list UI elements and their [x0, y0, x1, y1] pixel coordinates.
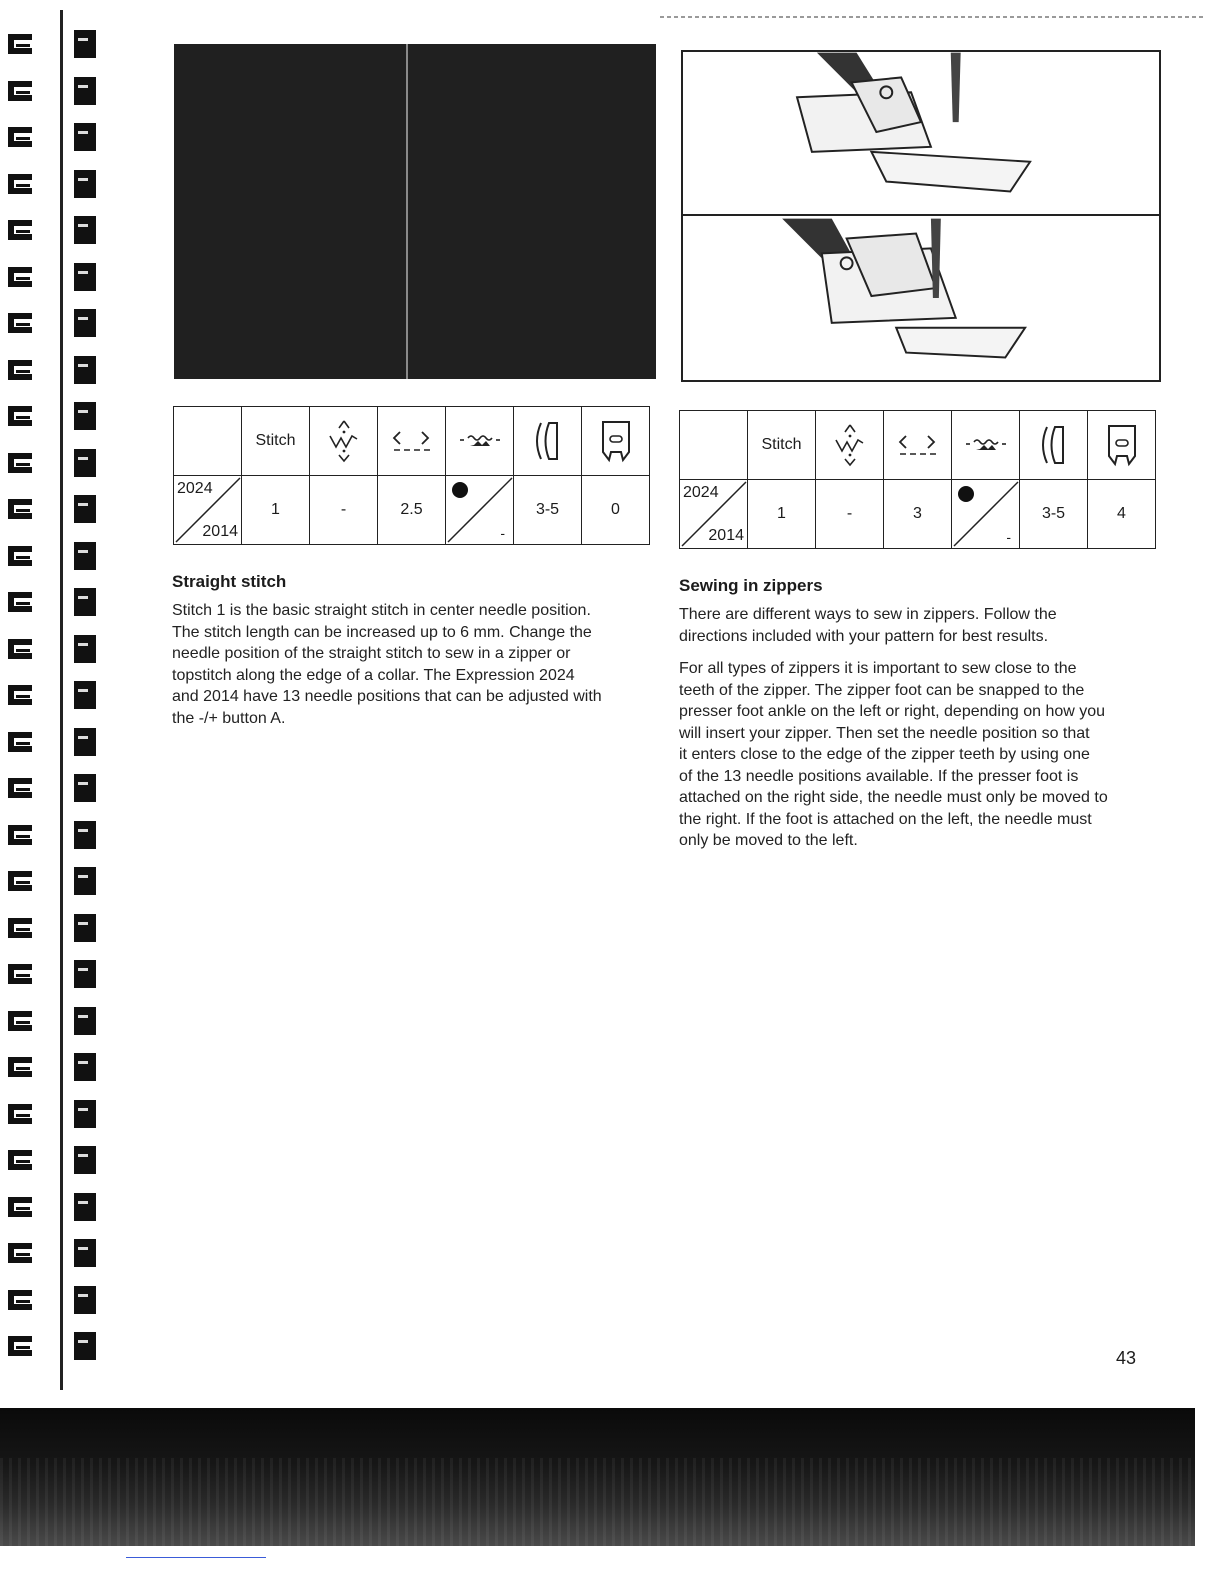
text-line: and 2014 have 13 needle positions that can be adjusted with [172, 688, 602, 705]
spiral-ring [8, 75, 98, 109]
ring-right-tab [74, 1007, 96, 1035]
zippers-intro [679, 604, 1169, 647]
pressure-icon [514, 407, 582, 476]
ring-left-tab [8, 778, 32, 798]
ring-right-tab [74, 960, 96, 988]
ring-left-tab [8, 871, 32, 891]
ring-left-tab [8, 1057, 32, 1077]
spiral-ring [8, 540, 98, 574]
value-width: - [816, 480, 884, 549]
spiral-ring [8, 1005, 98, 1039]
spiral-ring [8, 1284, 98, 1318]
text-line: the -/+ button A. [172, 709, 286, 727]
zipper-foot-illustration [681, 50, 1161, 382]
ring-right-tab [74, 170, 96, 198]
table-header-stitch: Stitch [748, 411, 816, 480]
text-line: will insert your zipper. Then set the needle position so that [679, 724, 1090, 742]
spiral-ring [8, 28, 98, 62]
stitch-width-icon [816, 411, 884, 480]
spiral-ring [8, 1237, 98, 1271]
ring-left-tab [8, 1243, 32, 1263]
section-title-straight-stitch: Straight stitch [172, 572, 287, 591]
spiral-ring [8, 1051, 98, 1085]
model-2014: 2014 [202, 523, 238, 540]
spiral-ring [8, 121, 98, 155]
ring-right-tab [74, 495, 96, 523]
ring-left-tab [8, 174, 32, 194]
ring-left-tab [8, 34, 32, 54]
needle-position-dash: - [500, 525, 505, 541]
ring-right-tab [74, 263, 96, 291]
zippers-body [679, 658, 1169, 852]
stitch-settings-table-2 [679, 410, 1156, 549]
spiral-ring [8, 1330, 98, 1364]
ring-right-tab [74, 123, 96, 151]
presser-foot-icon [1088, 411, 1156, 480]
ring-right-tab [74, 681, 96, 709]
value-tension: 3-5 [1020, 480, 1088, 549]
ring-right-tab [74, 542, 96, 570]
table-header-empty [680, 411, 748, 480]
ring-left-tab [8, 406, 32, 426]
ring-right-tab [74, 635, 96, 663]
model-cell [174, 476, 242, 545]
text-line: topstitch along the edge of a collar. The Expression 2024 [172, 666, 575, 684]
spiral-ring [8, 400, 98, 434]
text-line: Stitch 1 is the basic straight stitch in center needle position. [172, 602, 591, 619]
ring-left-tab [8, 825, 32, 845]
value-needle-position [446, 476, 514, 545]
ring-right-tab [74, 1053, 96, 1081]
value-stitch: 1 [748, 480, 816, 549]
ring-left-tab [8, 360, 32, 380]
tension-icon [446, 407, 514, 476]
text-line: attached on the right side, the needle must only be moved to [679, 789, 1108, 806]
ring-right-tab [74, 728, 96, 756]
ring-right-tab [74, 216, 96, 244]
ring-left-tab [8, 220, 32, 240]
spiral-ring [8, 447, 98, 481]
spiral-ring [8, 633, 98, 667]
ring-right-tab [74, 402, 96, 430]
value-width: - [310, 476, 378, 545]
ring-right-tab [74, 1286, 96, 1314]
spiral-ring [8, 307, 98, 341]
stitch-width-icon [310, 407, 378, 476]
ring-right-tab [74, 356, 96, 384]
photo-seam-line [406, 44, 408, 379]
value-length: 2.5 [378, 476, 446, 545]
ring-left-tab [8, 918, 32, 938]
spiral-ring [8, 1098, 98, 1132]
ring-left-tab [8, 1150, 32, 1170]
ring-right-tab [74, 774, 96, 802]
page-number: 43 [1116, 1348, 1137, 1368]
ring-left-tab [8, 1011, 32, 1031]
spiral-ring [8, 865, 98, 899]
spiral-ring [8, 958, 98, 992]
model-2024: 2024 [177, 480, 213, 497]
table-header-stitch: Stitch [242, 407, 310, 476]
pressure-icon [1020, 411, 1088, 480]
ring-right-tab [74, 821, 96, 849]
spiral-binding [0, 0, 110, 1410]
model-2024: 2024 [683, 484, 719, 501]
model-2014: 2014 [708, 527, 744, 544]
ring-right-tab [74, 1239, 96, 1267]
ring-left-tab [8, 127, 32, 147]
value-tension: 3-5 [514, 476, 582, 545]
ring-right-tab [74, 914, 96, 942]
spiral-ring [8, 912, 98, 946]
ring-right-tab [74, 30, 96, 58]
needle-position-dash: - [1006, 529, 1011, 545]
ring-left-tab [8, 499, 32, 519]
spiral-ring [8, 772, 98, 806]
ring-left-tab [8, 732, 32, 752]
ring-right-tab [74, 449, 96, 477]
stitch-length-icon [884, 411, 952, 480]
text-line: teeth of the zipper. The zipper foot can be snapped to the [679, 681, 1085, 699]
ring-right-tab [74, 77, 96, 105]
ring-left-tab [8, 592, 32, 612]
ring-left-tab [8, 685, 32, 705]
tension-icon [952, 411, 1020, 480]
ring-left-tab [8, 546, 32, 566]
stitch-length-icon [378, 407, 446, 476]
spiral-ring [8, 679, 98, 713]
illustration-divider [683, 214, 1159, 216]
value-needle-position [952, 480, 1020, 549]
spiral-ring [8, 354, 98, 388]
zipper-foot-left-icon [683, 52, 1159, 212]
spiral-ring [8, 1144, 98, 1178]
presser-foot-icon [582, 407, 650, 476]
spiral-ring [8, 1191, 98, 1225]
spiral-ring [8, 261, 98, 295]
ring-left-tab [8, 1197, 32, 1217]
spiral-ring [8, 726, 98, 760]
stitch-settings-table-1 [173, 406, 650, 545]
table-header-empty [174, 407, 242, 476]
scan-texture [0, 1458, 1195, 1546]
spiral-ring [8, 586, 98, 620]
stitch-photo [174, 44, 656, 379]
ring-left-tab [8, 81, 32, 101]
ring-right-tab [74, 1193, 96, 1221]
spiral-ring [8, 214, 98, 248]
text-line: presser foot ankle on the left or right, depending on how you [679, 703, 1106, 720]
text-line: of the 13 needle positions available. If the presser foot is [679, 767, 1079, 785]
ring-left-tab [8, 639, 32, 659]
ring-right-tab [74, 309, 96, 337]
spiral-ring [8, 493, 98, 527]
bottom-underline [126, 1557, 266, 1558]
spiral-ring [8, 819, 98, 853]
ring-right-tab [74, 1146, 96, 1174]
ring-right-tab [74, 1100, 96, 1128]
value-length: 3 [884, 480, 952, 549]
ring-left-tab [8, 1336, 32, 1356]
value-foot: 0 [582, 476, 650, 545]
text-line: For all types of zippers it is important to sew close to the [679, 660, 1077, 677]
text-line: needle position of the straight stitch to sew in a zipper or [172, 645, 571, 662]
ring-left-tab [8, 267, 32, 287]
text-line: directions included with your pattern for best results. [679, 627, 1049, 645]
spiral-ring [8, 168, 98, 202]
ring-right-tab [74, 867, 96, 895]
ring-left-tab [8, 1290, 32, 1310]
ring-left-tab [8, 453, 32, 473]
ring-right-tab [74, 1332, 96, 1360]
section-title-zippers: Sewing in zippers [679, 576, 823, 595]
model-cell [680, 480, 748, 549]
ring-left-tab [8, 1104, 32, 1124]
top-edge-line [660, 16, 1205, 18]
zipper-foot-right-icon [683, 218, 1159, 382]
value-foot: 4 [1088, 480, 1156, 549]
value-stitch: 1 [242, 476, 310, 545]
bottom-scan-band [0, 1408, 1195, 1546]
text-line: The stitch length can be increased up to 6 mm. Change the [172, 623, 592, 641]
text-line: the right. If the foot is attached on the left, the needle must [679, 810, 1092, 828]
text-line: only be moved to the left. [679, 832, 858, 849]
text-line: it enters close to the edge of the zipper teeth by using one [679, 746, 1090, 763]
ring-right-tab [74, 588, 96, 616]
ring-left-tab [8, 964, 32, 984]
text-line: There are different ways to sew in zippers. Follow the [679, 606, 1057, 623]
ring-left-tab [8, 313, 32, 333]
straight-stitch-body [172, 600, 662, 729]
